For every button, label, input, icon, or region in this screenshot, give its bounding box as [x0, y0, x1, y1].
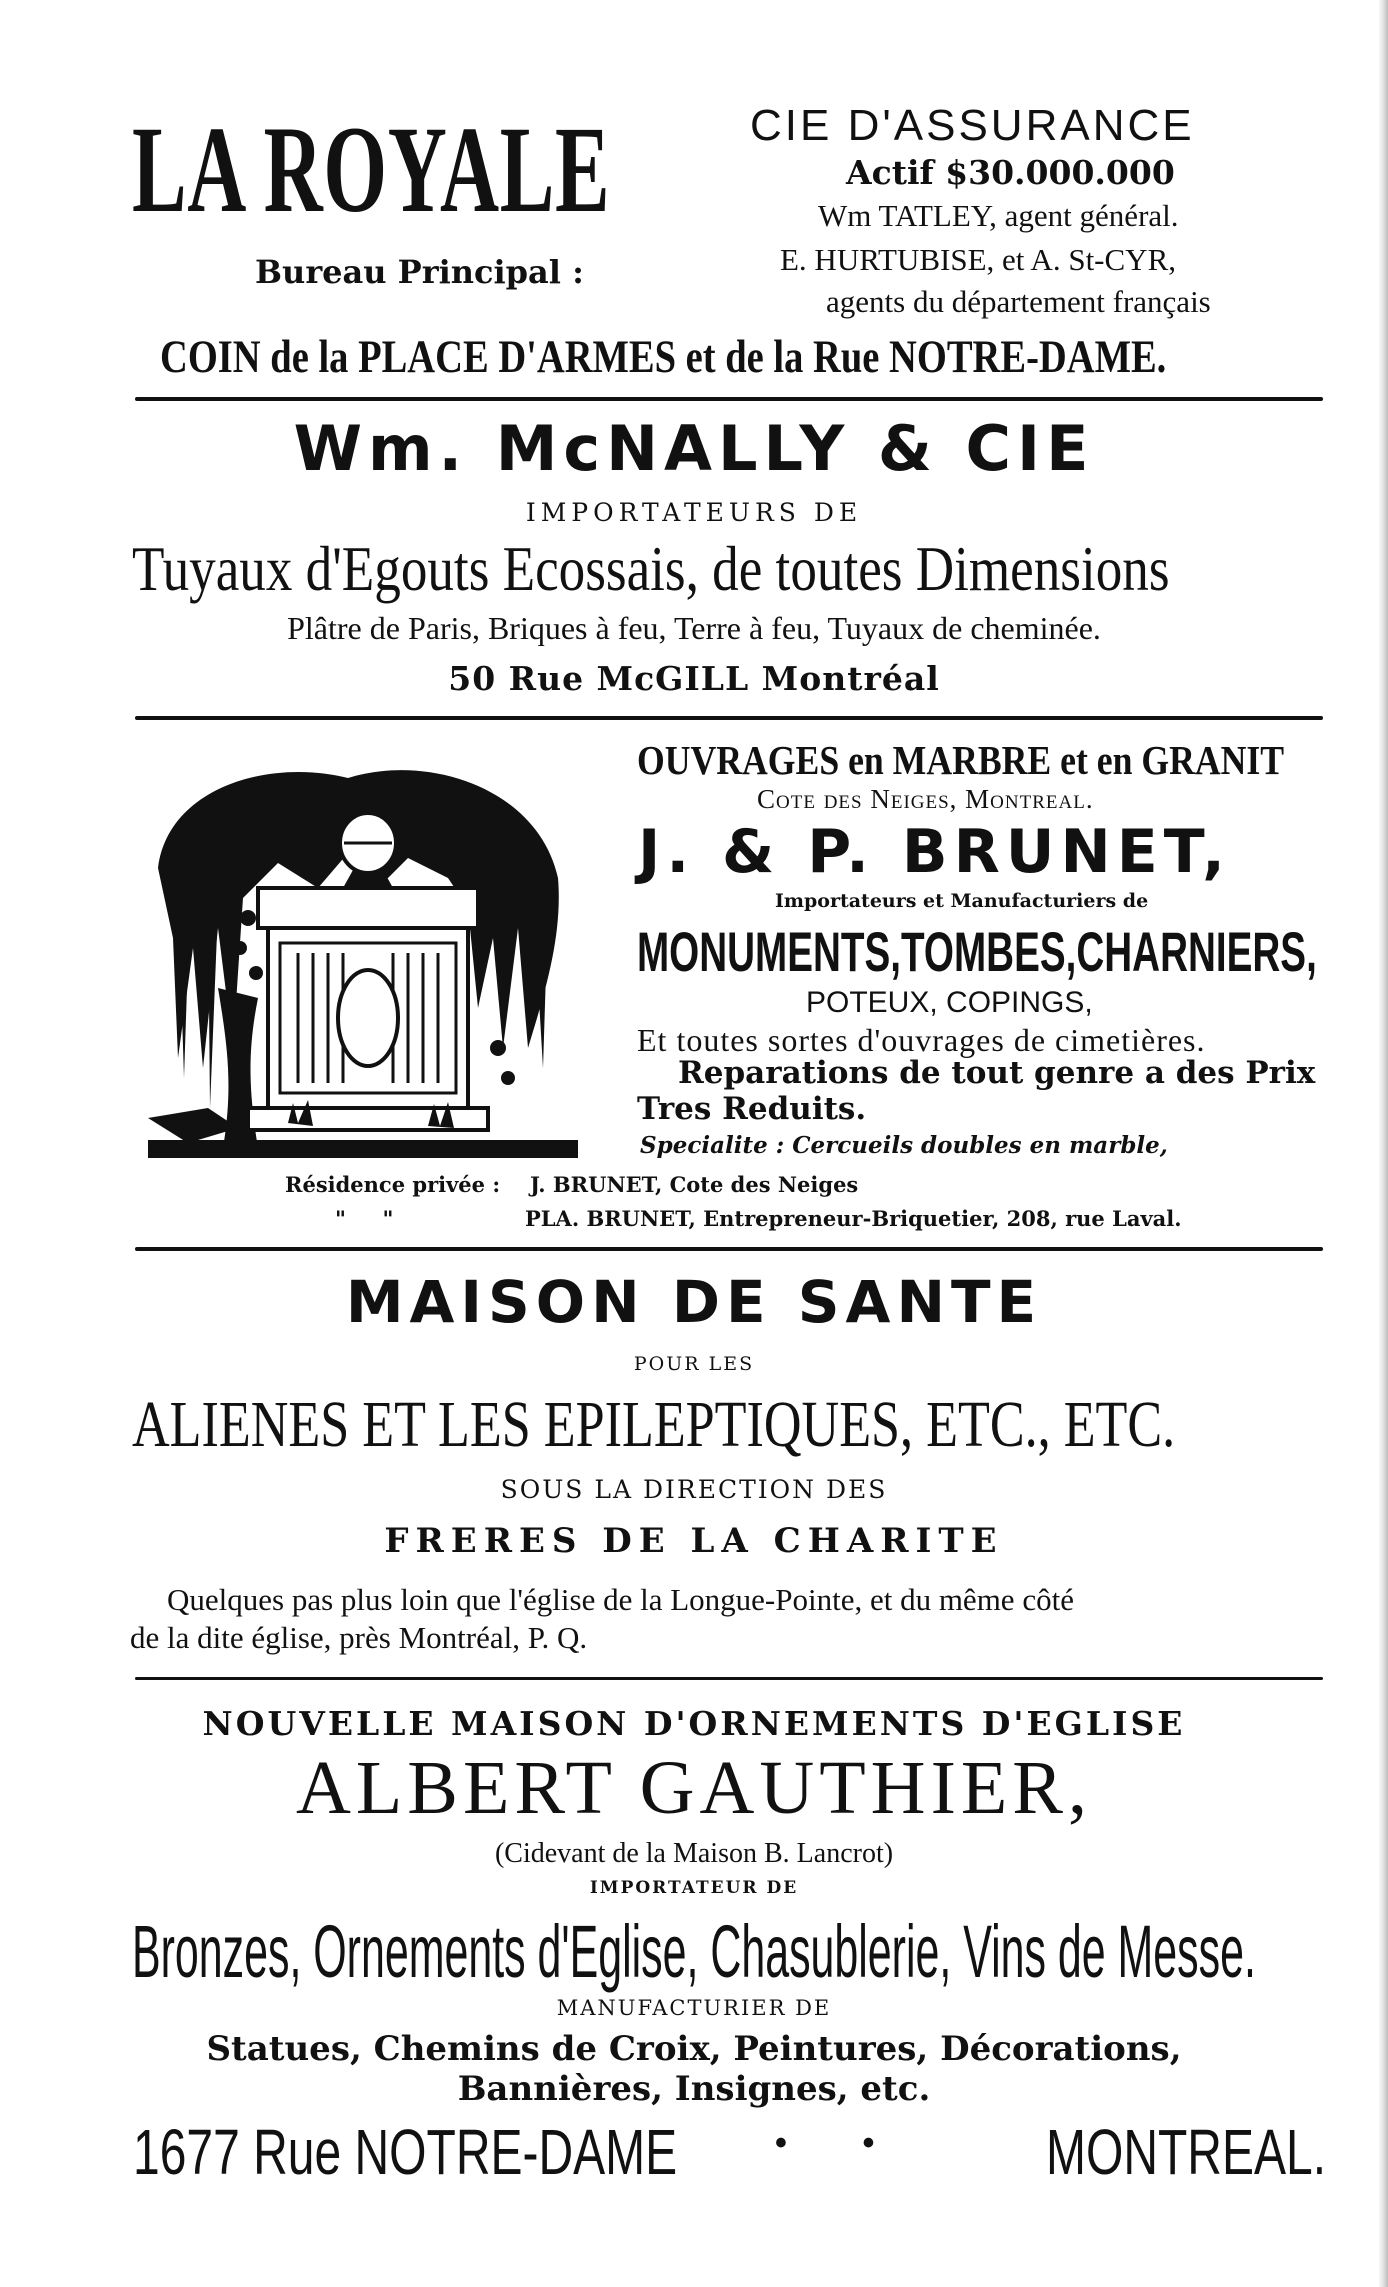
residence-1: J. BRUNET, Cote des Neiges	[530, 1172, 859, 1197]
gauthier-importer: IMPORTATEUR DE	[589, 1878, 799, 1898]
brunet-heading: OUVRAGES en MARBRE et en GRANIT	[637, 737, 1285, 783]
bureau-principal: Bureau Principal :	[255, 253, 584, 291]
gauthier-address: 1677 Rue NOTRE-DAME	[133, 2116, 678, 2188]
sante-subject: ALIENES ET LES EPILEPTIQUES, ETC., ETC.	[132, 1388, 1176, 1461]
gauthier-former: (Cidevant de la Maison B. Lancrot)	[494, 1838, 894, 1869]
sante-pour: POUR LES	[633, 1353, 755, 1375]
brunet-products: MONUMENTS,TOMBES,CHARNIERS,	[637, 920, 1317, 983]
general-agent: Wm TATLEY, agent général.	[818, 198, 1179, 233]
divider-3	[135, 1247, 1323, 1251]
divider-1	[135, 397, 1323, 401]
mcnally-subtitle: IMPORTATEURS DE	[525, 498, 863, 527]
insurance-capital: Actif $30.000.000	[846, 153, 1175, 192]
agents-line-2: agents du département français	[826, 284, 1211, 319]
ditto-marks: " "	[335, 1206, 394, 1231]
agents-line-1: E. HURTUBISE, et A. St-CYR,	[780, 242, 1176, 277]
royale-address: COIN de la PLACE D'ARMES et de la Rue NOTRE-DAME.	[160, 331, 1167, 383]
gauthier-separator: • •	[775, 2124, 875, 2162]
brunet-line-2: Et toutes sortes d'ouvrages de cimetières.	[637, 1022, 1206, 1058]
gauthier-line-2: Bannières, Insignes, etc.	[457, 2069, 931, 2109]
gauthier-manufacturer: MANUFACTURIER DE	[556, 1996, 832, 2020]
mcnally-products: Tuyaux d'Egouts Ecossais, de toutes Dimensions	[132, 533, 1170, 604]
insurance-company: CIE D'ASSURANCE	[750, 101, 1195, 150]
brunet-line-3: Reparations de tout genre a des Prix	[678, 1055, 1316, 1091]
brunet-subtitle: Importateurs et Manufacturiers de	[775, 890, 1149, 912]
gauthier-line-1: Statues, Chemins de Croix, Peintures, Décorations,	[206, 2029, 1182, 2069]
sante-direction: SOUS LA DIRECTION DES	[500, 1475, 888, 1504]
sante-text-1: Quelques pas plus loin que l'église de la Longue-Pointe, et du même côté	[167, 1582, 1074, 1617]
page-edge	[1378, 0, 1388, 2287]
monument-illustration	[148, 748, 578, 1168]
brunet-location: Cote des Neiges, Montreal.	[757, 784, 1094, 814]
brunet-specialty: Specialite : Cercueils doubles en marble,	[640, 1132, 1168, 1159]
gauthier-name: ALBERT GAUTHIER,	[296, 1746, 1092, 1830]
gauthier-heading: NOUVELLE MAISON D'ORNEMENTS D'EGLISE	[202, 1704, 1186, 1743]
brunet-title: J. & P. BRUNET,	[638, 817, 1231, 887]
sante-title: MAISON DE SANTE	[345, 1268, 1043, 1336]
brunet-line-1: POTEUX, COPINGS,	[806, 986, 1093, 1019]
residence-2: PLA. BRUNET, Entrepreneur-Briquetier, 208, rue Laval.	[525, 1206, 1182, 1231]
mcnally-address: 50 Rue McGILL Montréal	[448, 659, 940, 698]
gauthier-products: Bronzes, Ornements d'Eglise, Chasublerie, Vins de Messe.	[132, 1910, 1256, 1993]
sante-freres: FRERES DE LA CHARITE	[384, 1521, 1004, 1561]
brunet-line-4: Tres Reduits.	[637, 1091, 867, 1127]
la-royale-title: LA ROYALE	[132, 101, 611, 238]
residence-label: Résidence privée :	[285, 1172, 501, 1197]
mcnally-materials: Plâtre de Paris, Briques à feu, Terre à feu, Tuyaux de cheminée.	[287, 610, 1101, 646]
mcnally-title: Wm. McNALLY & CIE	[293, 412, 1095, 485]
sante-text-2: de la dite église, près Montréal, P. Q.	[130, 1620, 588, 1655]
gauthier-city: MONTREAL.	[1046, 2116, 1327, 2188]
divider-2	[135, 716, 1323, 720]
divider-4	[135, 1677, 1323, 1680]
